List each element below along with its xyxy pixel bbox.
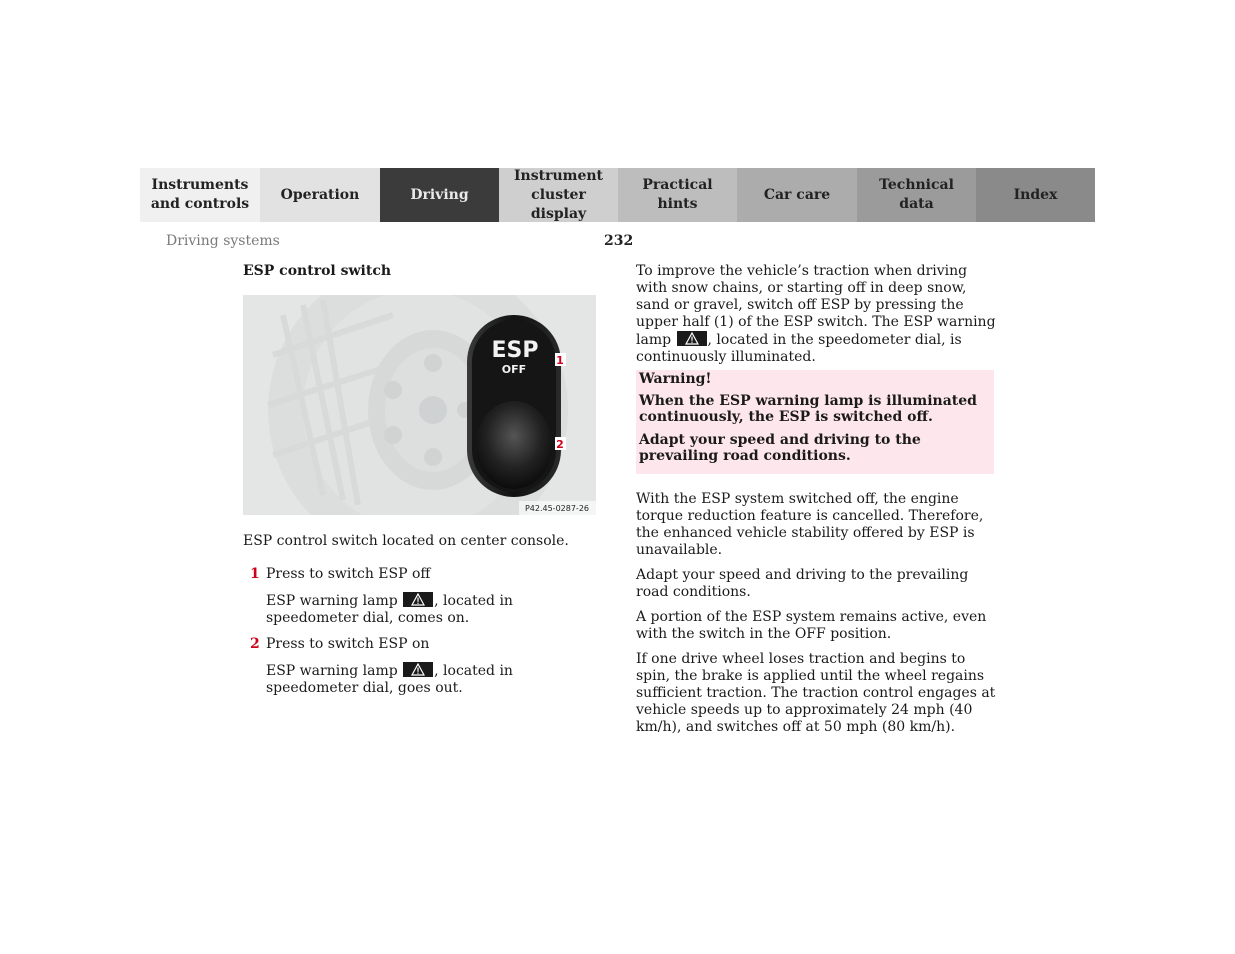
step-detail: [243, 592, 603, 627]
step-detail-text: , located in speedometer dial, comes on.: [266, 593, 513, 626]
body-paragraphs: [636, 491, 996, 744]
intro-text: , located in the speedometer dial, is continuously illuminated.: [636, 332, 962, 365]
esp-switch-illustration: [243, 295, 596, 515]
warning-title: Warning!: [639, 371, 712, 387]
tab-driving[interactable]: Driving: [380, 168, 499, 222]
tab-car-care[interactable]: Car care: [737, 168, 857, 222]
warning-triangle-icon: [677, 331, 707, 346]
intro-text: To improve the vehicle’s traction when driving with snow chains, or starting off in deep snow, sand or gravel, switch off ESP by pressing the upper half (1) of the ESP switch. The ESP warning lamp: [636, 263, 996, 348]
tab-technical-data[interactable]: Technical data: [857, 168, 976, 222]
step-detail-text: ESP warning lamp: [266, 593, 398, 609]
step-detail-text: , located in speedometer dial, goes out.: [266, 663, 513, 696]
step-detail: [243, 662, 603, 697]
step-action: Press to switch ESP on: [266, 636, 430, 652]
steps-list: [243, 566, 603, 706]
section-heading: ESP control switch: [243, 263, 392, 279]
step-number: 1: [250, 566, 260, 582]
tab-instruments-and-controls[interactable]: Instruments and controls: [140, 168, 260, 222]
warning-text: When the ESP warning lamp is illuminated continuously, the ESP is switched off.: [639, 393, 977, 425]
step-detail-text: ESP warning lamp: [266, 663, 398, 679]
paragraph: With the ESP system switched off, the engine torque reduction feature is cancelled. Therefore, the enhanced vehicle stability offered by ESP is unavailable.: [636, 491, 984, 558]
page-number: 232: [604, 233, 634, 249]
tab-index[interactable]: Index: [976, 168, 1095, 222]
chapter-nav: [140, 168, 1095, 222]
section-title: Driving systems: [166, 233, 280, 249]
esp-label: ESP: [491, 338, 539, 363]
figure-caption: ESP control switch located on center console.: [243, 533, 569, 549]
tab-instrument-cluster-display[interactable]: Instrument cluster display: [499, 168, 618, 222]
tab-operation[interactable]: Operation: [260, 168, 380, 222]
list-item: [243, 566, 603, 583]
figure-reference-code: P42.45-0287-26: [524, 504, 589, 513]
callout-1: 1: [556, 354, 564, 367]
paragraph: A portion of the ESP system remains active, even with the switch in the OFF position.: [636, 609, 987, 642]
warning-triangle-icon: [403, 592, 433, 607]
step-number: 2: [250, 636, 260, 652]
paragraph: If one drive wheel loses traction and begins to spin, the brake is applied until the wheel regains sufficient traction. The traction control engages at vehicle speeds up to approximately 24 mph (40 km/h), and switches off at 50 mph (80 km/h).: [636, 651, 996, 735]
warning-box: [636, 370, 994, 474]
warning-triangle-icon: [403, 662, 433, 677]
list-item: [243, 636, 603, 653]
callout-2: 2: [556, 438, 564, 451]
tab-practical-hints[interactable]: Practical hints: [618, 168, 737, 222]
paragraph: Adapt your speed and driving to the prevailing road conditions.: [636, 567, 969, 600]
warning-text: Adapt your speed and driving to the prevailing road conditions.: [639, 432, 921, 464]
step-action: Press to switch ESP off: [266, 566, 431, 582]
esp-switch-figure: [243, 295, 596, 515]
intro-paragraph: [636, 263, 996, 366]
off-label: OFF: [501, 363, 527, 376]
